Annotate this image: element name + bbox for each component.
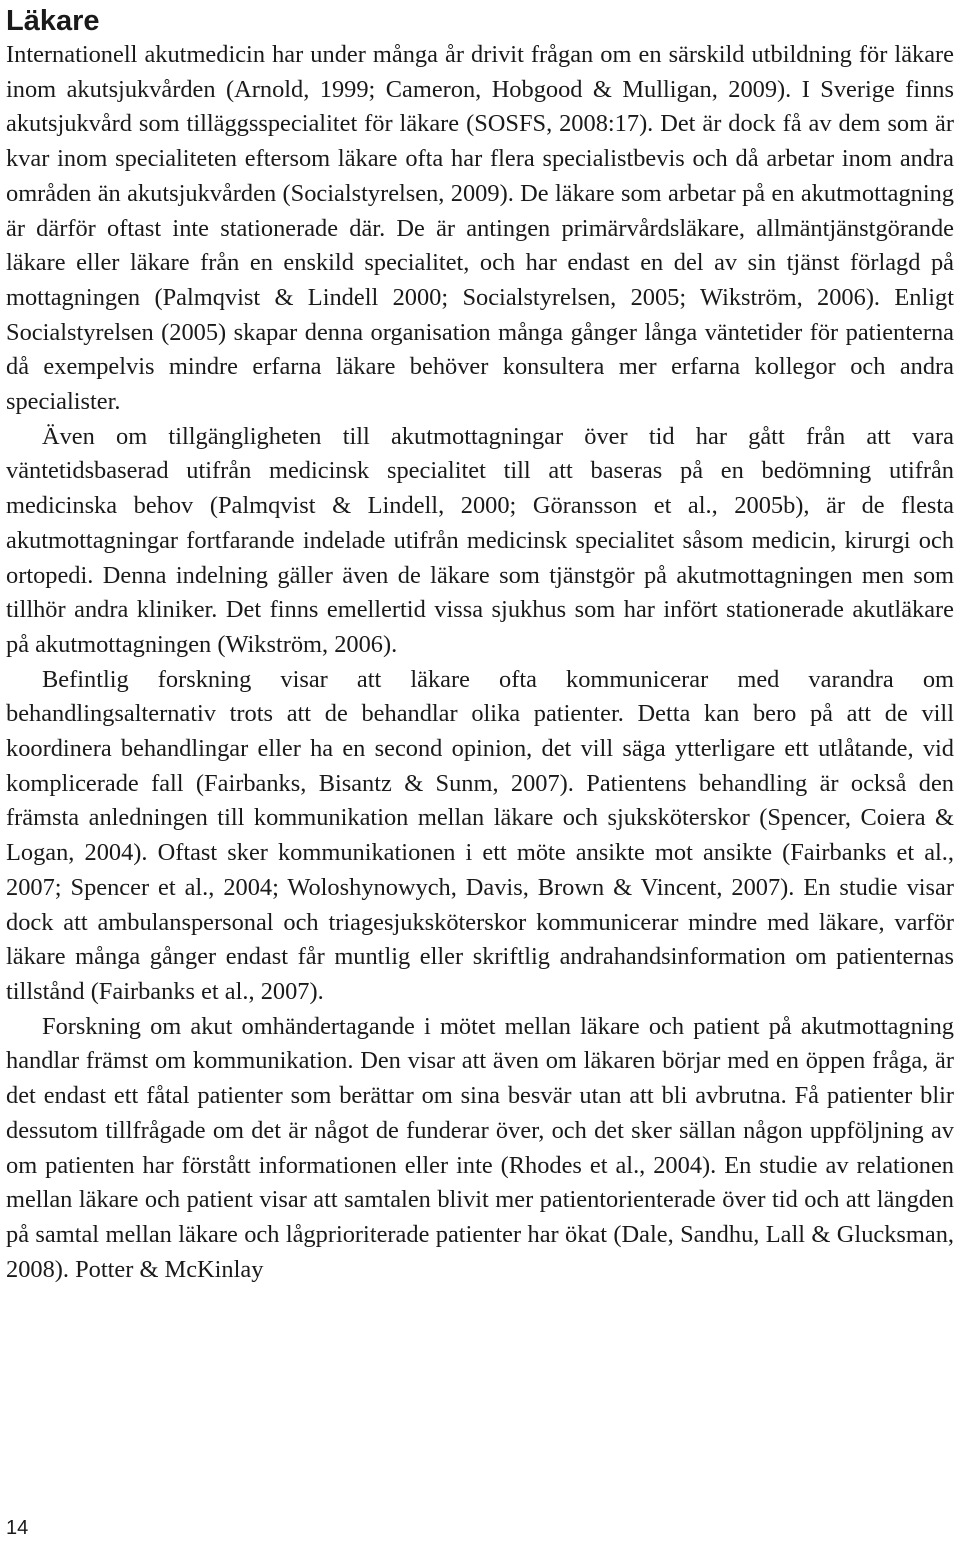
page-number: 14 [6, 1517, 29, 1539]
paragraph-2: Även om tillgängligheten till akutmottagningar över tid har gått från att vara väntetidsbaserad utifrån medicinsk specialitet till att baseras på en bedömning utifrån medicinska behov (Palmqvist & Lindell, 2000; Göransson et al., 2005b), är de flesta akutmottagningar fortfarande indelade utifrån medicinsk specialitet såsom medicin, kirurgi och ortopedi. Denna indelning gäller även de läkare som tjänstgör på akutmottagningen men som tillhör andra kliniker. Det finns emellertid vissa sjukhus som har infört stationerade akutläkare på akutmottagningen (Wikström, 2006). [6, 422, 954, 658]
section-heading: Läkare [6, 5, 100, 37]
paragraph-4: Forskning om akut omhändertagande i mötet mellan läkare och patient på akutmottagning handlar främst om kommunikation. Den visar att även om läkaren börjar med en öppen fråga, är det endast ett fåtal patienter som berättar om sina besvär utan att bli avbrutna. Få patienter blir dessutom tillfrågade om det är något de funderar över, och det sker sällan någon uppföljning av om patienten har förstått informationen eller inte (Rhodes et al., 2004). En studie av relationen mellan läkare och patient visar att samtalen blivit mer patientorienterade över tid och att längden på samtal mellan läkare och lågprioriterade patienter har ökat (Dale, Sandhu, Lall & Glucksman, 2008). Potter & McKinlay [6, 1012, 954, 1283]
page-body [6, 0, 954, 1287]
paragraph-3: Befintlig forskning visar att läkare ofta kommunicerar med varandra om behandlingsalternativ trots att de behandlar olika patienter. Detta kan bero på att de vill koordinera behandlingar eller ha en second opinion, det vill säga ytterligare ett utlåtande, vid komplicerade fall (Fairbanks, Bisantz & Sunm, 2007). Patientens behandling är också den främsta anledningen till kommunikation mellan läkare och sjuksköterskor (Spencer, Coiera & Logan, 2004). Oftast sker kommunikationen i ett möte ansikte mot ansikte (Fairbanks et al., 2007; Spencer et al., 2004; Woloshynowych, Davis, Brown & Vincent, 2007). En studie visar dock att ambulanspersonal och triagesjuksköterskor kommunicerar mindre med läkare, varför läkare många gånger endast får muntlig eller skriftlig andrahandsinformation om patienternas tillstånd (Fairbanks et al., 2007). [6, 665, 954, 1005]
paragraph-1: Internationell akutmedicin har under många år drivit frågan om en särskild utbildning för läkare inom akutsjukvården (Arnold, 1999; Cameron, Hobgood & Mulligan, 2009). I Sverige finns akutsjukvård som tilläggsspecialitet för läkare (SOSFS, 2008:17). Det är dock få av dem som är kvar inom specialiteten eftersom läkare ofta har flera specialistbevis och då arbetar inom andra områden än akutsjukvården (Socialstyrelsen, 2009). De läkare som arbetar på en akutmottagning är därför oftast inte stationerade där. De är antingen primärvårdsläkare, allmäntjänstgörande läkare eller läkare från en enskild specialitet, och har endast en del av sin tjänst förlagd på mottagningen (Palmqvist & Lindell 2000; Socialstyrelsen, 2005; Wikström, 2006). Enligt Socialstyrelsen (2005) skapar denna organisation många gånger långa väntetider för patienterna då exempelvis mindre erfarna läkare behöver konsultera mer erfarna kollegor och andra specialister. [6, 41, 954, 416]
